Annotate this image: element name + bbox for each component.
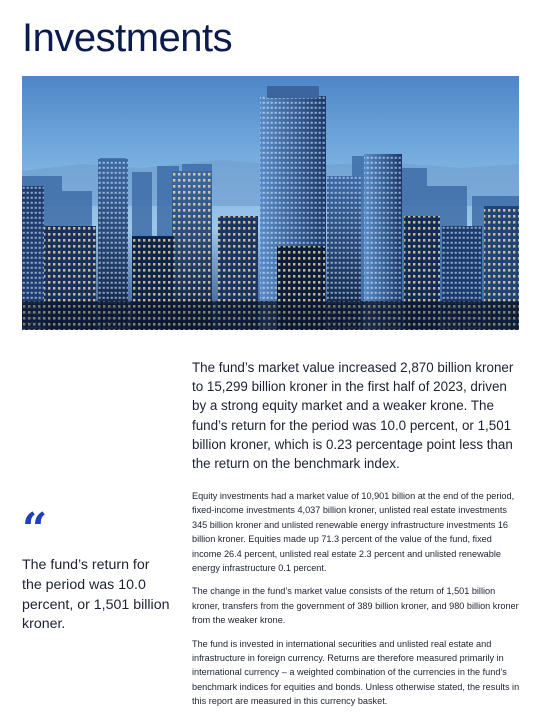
quote-mark-icon: “	[22, 504, 48, 555]
body-paragraph: The change in the fund’s market value consists of the return of 1,501 billion kroner, transfers from the government of 389 billion kroner, and 980 billion kroner from the weaker krone.	[192, 586, 519, 626]
page-title: Investments	[22, 16, 233, 60]
lead-paragraph: The fund’s market value increased 2,870 billion kroner to 15,299 billion kroner in the first half of 2023, driven by a strong equity market and a weaker krone. The fund’s return for the period was 10.0 percent, or 1,501 billion kroner, which is 0.23 percentage point less than the return on the benchmark index.	[192, 360, 514, 472]
city-skyline-photo	[22, 76, 519, 330]
body-paragraph: The fund is invested in international securities and unlisted real estate and infrastructure in foreign currency. Returns are therefore measured primarily in international currency – a weighted combination of the currencies in the fund’s benchmark indices for equities and bonds. Unless otherwise stated, the results in this report are measured in this currency basket.	[192, 638, 520, 707]
pull-quote: The fund’s return for the period was 10.0 percent, or 1,501 billion kroner.	[22, 557, 170, 633]
body-text	[192, 489, 522, 718]
body-paragraph: Equity investments had a market value of 10,901 billion at the end of the period, fixed-income investments 4,037 billion kroner, unlisted real estate investments 345 billion kroner and unlisted renewable energy infrastructure investments 16 billion kroner. Equities made up 71.3 percent of the value of the fund, fixed income 26.4 percent, unlisted real estate 2.3 percent and unlisted renewable energy infrastructure 0.1 percent.	[192, 491, 515, 574]
